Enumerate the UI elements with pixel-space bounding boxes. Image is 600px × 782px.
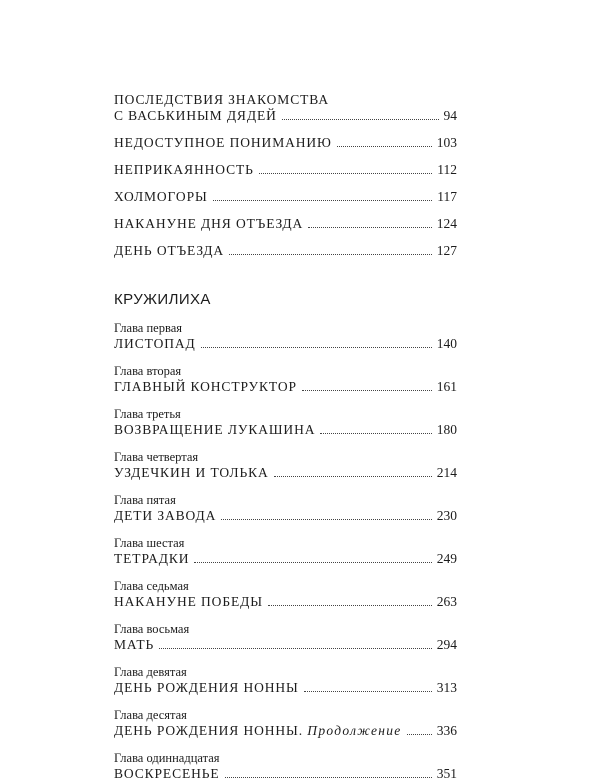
dot-leader	[407, 734, 432, 735]
chapter-label: Глава первая	[114, 321, 183, 335]
chapter-title: ТЕТРАДКИ	[114, 551, 190, 566]
chapter-label: Глава девятая	[114, 665, 187, 679]
page-number: 127	[436, 243, 457, 258]
continuation-label: Продолжение	[307, 723, 402, 738]
toc-entry	[114, 243, 457, 259]
page-number: 140	[436, 336, 457, 351]
page-number: 117	[437, 189, 457, 204]
chapter-title: ДЕТИ ЗАВОДА	[114, 508, 217, 523]
chapter-entry	[114, 493, 457, 524]
chapter-title: ВОСКРЕСЕНЬЕ	[114, 766, 220, 781]
chapter-label: Глава восьмая	[114, 622, 190, 636]
chapter-label: Глава вторая	[114, 364, 182, 378]
chapter-entry	[114, 751, 457, 782]
chapter-label: Глава третья	[114, 407, 181, 421]
dot-leader	[274, 476, 432, 477]
page-number: 214	[436, 465, 457, 480]
page-number: 230	[436, 508, 457, 523]
chapter-entry	[114, 407, 457, 438]
toc-entry	[114, 135, 457, 151]
chapter-title: МАТЬ	[114, 637, 155, 652]
entry-title: НАКАНУНЕ ДНЯ ОТЪЕЗДА	[114, 216, 304, 231]
dot-leader	[320, 433, 431, 434]
section-heading: КРУЖИЛИХА	[114, 291, 211, 308]
page-number: 336	[436, 723, 457, 738]
chapter-label: Глава одиннадцатая	[114, 751, 220, 765]
toc-entry	[114, 189, 457, 205]
dot-leader	[213, 200, 433, 201]
chapter-entry	[114, 364, 457, 395]
chapter-title: УЗДЕЧКИН И ТОЛЬКА	[114, 465, 269, 480]
entry-title: НЕПРИКАЯННОСТЬ	[114, 162, 254, 177]
chapter-entry	[114, 321, 457, 352]
dot-leader	[259, 173, 432, 174]
dot-leader	[282, 119, 439, 120]
chapter-entry	[114, 579, 457, 610]
dot-leader	[225, 777, 432, 778]
chapter-entry	[114, 622, 457, 653]
entry-title: НЕДОСТУПНОЕ ПОНИМАНИЮ	[114, 135, 332, 150]
chapter-label: Глава шестая	[114, 536, 185, 550]
chapter-title: ЛИСТОПАД	[114, 336, 196, 351]
chapter-title: ВОЗВРАЩЕНИЕ ЛУКАШИНА	[114, 422, 316, 437]
entry-title: ДЕНЬ ОТЪЕЗДА	[114, 243, 224, 258]
chapter-entry	[114, 450, 457, 481]
entry-title-line-1: ПОСЛЕДСТВИЯ ЗНАКОМСТВА	[114, 92, 329, 107]
chapter-entry	[114, 708, 457, 739]
dot-leader	[268, 605, 432, 606]
chapter-title	[114, 723, 402, 739]
page-number: 124	[436, 216, 457, 231]
chapter-label: Глава четвертая	[114, 450, 199, 464]
chapter-label: Глава седьмая	[114, 579, 189, 593]
entry-title: С ВАСЬКИНЫМ ДЯДЕЙ	[114, 108, 277, 123]
dot-leader	[337, 146, 432, 147]
dot-leader	[201, 347, 432, 348]
page-number: 294	[436, 637, 457, 652]
chapter-title: НАКАНУНЕ ПОБЕДЫ	[114, 594, 263, 609]
page-number: 94	[443, 108, 457, 123]
toc-entry	[114, 216, 457, 232]
chapter-entry	[114, 536, 457, 567]
page-number: 263	[436, 594, 457, 609]
toc-entry	[114, 162, 457, 178]
table-of-contents	[114, 92, 457, 782]
chapter-entry	[114, 665, 457, 696]
page-number: 103	[436, 135, 457, 150]
dot-leader	[304, 691, 432, 692]
chapter-title: ГЛАВНЫЙ КОНСТРУКТОР	[114, 379, 297, 394]
dot-leader	[194, 562, 431, 563]
page-number: 180	[436, 422, 457, 437]
dot-leader	[221, 519, 431, 520]
chapter-title-main: ДЕНЬ РОЖДЕНИЯ НОННЫ.	[114, 723, 303, 738]
page-number: 112	[437, 162, 457, 177]
page-number: 351	[436, 766, 457, 781]
toc-entry	[114, 92, 457, 124]
entry-title: ХОЛМОГОРЫ	[114, 189, 208, 204]
dot-leader	[308, 227, 432, 228]
chapter-label: Глава пятая	[114, 493, 176, 507]
dot-leader	[302, 390, 432, 391]
page-number: 313	[436, 680, 457, 695]
page-number: 249	[436, 551, 457, 566]
chapter-title: ДЕНЬ РОЖДЕНИЯ НОННЫ	[114, 680, 299, 695]
chapter-label: Глава десятая	[114, 708, 187, 722]
dot-leader	[159, 648, 432, 649]
dot-leader	[229, 254, 432, 255]
page-number: 161	[436, 379, 457, 394]
